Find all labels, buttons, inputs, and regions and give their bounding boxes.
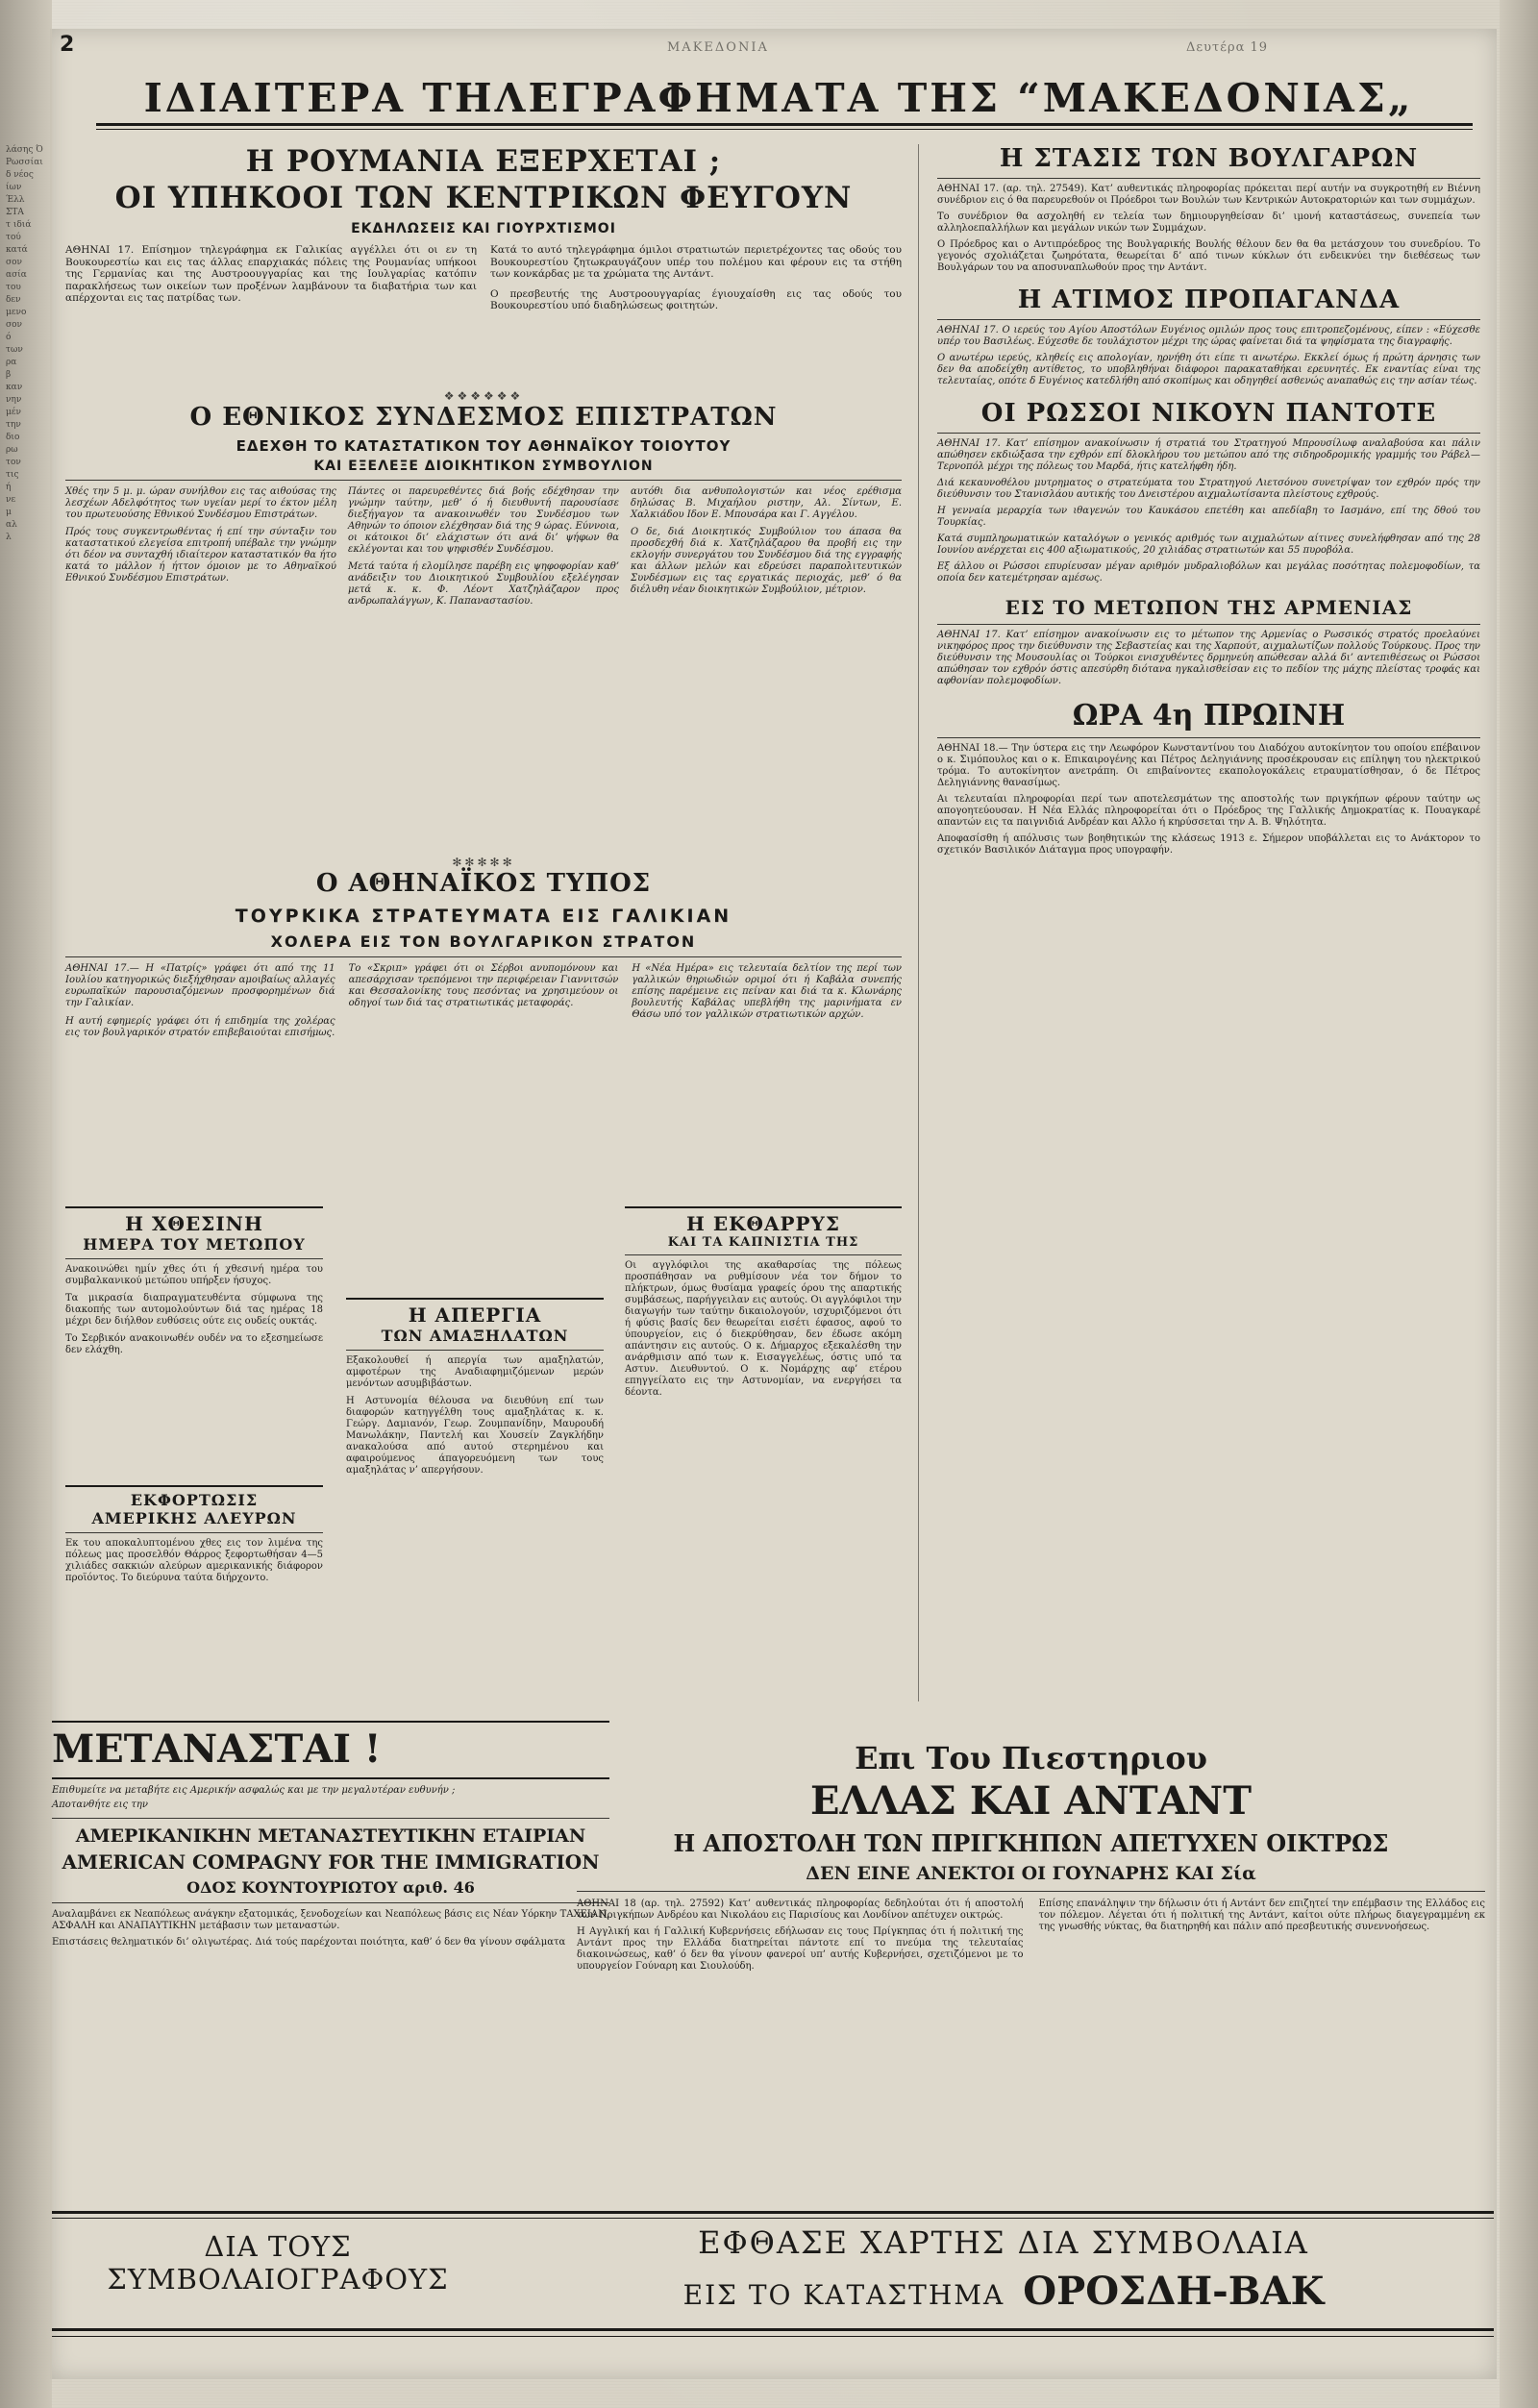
ora4-p3: Αποφασίσθη ή απόλυσις των βοηθητικών της κλάσεως 1913 ε. Σήμερον υποβάλλεται εις το Ανάκτορον το σχετικόν Βασιλικόν Διάταγμα προς υπογραφήν. (937, 833, 1480, 856)
ellas-antant-article (577, 1740, 1485, 1973)
ethnikos-syndesmos-article (65, 389, 902, 608)
left-margin-fragments: λάσης Ό Ρωσσίαι δ νέος ίων Έλλ ΣΤΑ τ ιδιά τού κατά σον ασία του δεν μενο σον ό των ρα β καν νην μέν την διο ρω τον τις ή νε μ αλ λ (6, 145, 43, 542)
piestiriou-kicker: Επι Του Πιεστηριου (855, 1740, 1207, 1776)
metanastai-body-1: Αναλαμβάνει εκ Νεαπόλεως ανάγκην εξατομικάς, ξενοδοχείων και Νεαπόλεως βάσις εις Νέαν Υόρκην ΤΑΧΕΙΑΝ, ΑΣΦΑΛΗ και ΑΝΑΠΑΥΤΙΚΗΝ μετάβασιν των μεταναστών. (52, 1909, 609, 1931)
folio-number: 2 (60, 33, 75, 57)
metanastai-address: ΟΔΟΣ ΚΟΥΝΤΟΥΡΙΩΤΟΥ αριθ. 46 (186, 1878, 475, 1897)
typos-sub-1: ΤΟΥΡΚΙΚΑ ΣΤΡΑΤΕΥΜΑΤΑ ΕΙΣ ΓΑΛΙΚΙΑΝ (235, 906, 732, 927)
ora-4-headline: ΩΡΑ 4η ΠΡΩΙΝΗ (1072, 699, 1346, 732)
metanastai-company-en: AMERICAN COMPAGNY FOR THE IMMIGRATION (62, 1850, 600, 1874)
syndesmos-sub-2: ΚΑΙ ΕΞΕΛΕΞΕ ΔΙΟΙΚΗΤΙΚΟΝ ΣΥΜΒΟΥΛΙΟΝ (313, 459, 654, 474)
ora4-p2: Αι τελευταίαι πληροφορίαι περί των αποτελεσμάτων της αποστολής των πριγκήπων φέρουν ταύτην ως απογοητεύουσαν. Η Νέα Ελλάς πληροφορείται ότι ο Πρόεδρος της Γαλλικής Δημοκρατίας κ. Πουαγκαρέ απαντών εις τα παιγνιδιά Ανδρέαν και Αλλο ή κηρύσσεται την Α. Β. Ψηλότητα. (937, 794, 1480, 828)
column-divider-right (918, 144, 919, 1701)
lead-paragraph-2: Κατά το αυτό τηλεγράφημα όμιλοι στρατιωτών περιετρέχοντες τας οδούς του Βουκουρεστίου ζητωκραυγάζουν υπέρ του πολέμου και φέρουν εις τα στήθη των κονκάρδας με τα χρώματα της Αντάντ. (490, 244, 902, 281)
ekatharsis-headline-2: ΚΑΙ ΤΑ ΚΑΠΝΙΣΤΙΑ ΤΗΣ (667, 1235, 859, 1250)
syndesmos-p5: αυτόθι δια ανθυπολογιστών και νέος ερέθισμα δηλώσας Β. Μιχαήλου ριστην, Αλ. Σίντων, Ε. Χαλκιάδου Ιδον Ε. Μπουσάρα και Γ. Αγγέλου. (631, 486, 902, 520)
typos-p2: Η αυτή εφημερίς γράφει ότι ή επιδημία της χολέρας εις τον βουλγαρικόν στρατόν επιβεβαιούται επισήμως. (65, 1016, 335, 1038)
ellas-antant-headline: ΕΛΛΑΣ ΚΑΙ ΑΝΤΑΝΤ (810, 1778, 1252, 1824)
rossoi-p4: Κατά συμπληρωματικών καταλόγων ο γενικός αριθμός των αιχμαλώτων αίτινες συνελήφθησαν από της 28 Ιουνίου ανέρχεται εις 400 αξιωματικούς, 20 χιλιάδας στρατιωτών και 55 πυροβόλα. (937, 534, 1480, 556)
lead-subhead: ΕΚΔΗΛΩΣΕΙΣ ΚΑΙ ΓΙΟΥΡΧΤΙΣΜΟΙ (351, 221, 616, 236)
title-rule-thin (96, 129, 1473, 130)
propaganda-p1: ΑΘΗΝΑΙ 17. Ο ιερεύς του Αγίου Αποστόλων Ευγένιος ομιλών προς τους επιτροπεζομένους, είπεν : «Εύχεσθε υπέρ του Βασιλέως. Εύχεσθε δε τουλάχιστον μέχρι της ώρας φαίνεται διά τα ψηφίσματα της διαγραφής. (937, 325, 1480, 347)
typos-headline: Ο ΑΘΗΝΑΪΚΟΣ ΤΥΠΟΣ (315, 869, 652, 898)
lead-article (65, 144, 902, 312)
typos-sub-2: ΧΟΛΕΡΑ ΕΙΣ ΤΟΝ ΒΟΥΛΓΑΡΙΚΟΝ ΣΤΡΑΤΟΝ (270, 932, 697, 951)
propaganda-headline: Η ΑΤΙΜΟΣ ΠΡΟΠΑΓΑΝΔΑ (1017, 285, 1401, 314)
syndesmos-sub-1: ΕΔΕΧΘΗ ΤΟ ΚΑΤΑΣΤΑΤΙΚΟΝ ΤΟΥ ΑΘΗΝΑΪΚΟΥ ΤΟΙΟΥΤΟΥ (236, 437, 732, 455)
ekfortosis-headline-2: ΑΜΕΡΙΚΗΣ ΑΛΕΥΡΩΝ (91, 1509, 297, 1527)
metanastai-body-2: Επιστάσεις θεληματικόν δι’ ολιγωτέρας. Διά τούς παρέχονται ποιότητα, καθ’ ό δεν θα γίνουν σφάλματα (52, 1937, 566, 1948)
masthead-paper-name: ΜΑΚΕΔΟΝΙΑ (667, 40, 769, 55)
apergia-article (346, 1298, 604, 1477)
ellas-antant-sub-1: Η ΑΠΟΣΤΟΛΗ ΤΩΝ ΠΡΙΓΚΗΠΩΝ ΑΠΕΤΥΧΕΝ ΟΙΚΤΡΩΣ (673, 1829, 1389, 1857)
masthead-date: Δευτέρα 19 (1186, 40, 1269, 55)
ekfortosis-headline-1: ΕΚΦΟΡΤΩΣΙΣ (130, 1491, 259, 1509)
title-rule-thick (96, 123, 1473, 126)
lead-paragraph-3: Ο πρεσβευτής της Αυστροουγγαρίας έγιουχαίσθη εις τας οδούς του Βουκουρεστίου υπό διαδηλώσεως φοιτητών. (490, 287, 902, 312)
masthead-bar (52, 33, 1494, 67)
ad-left-label: ΔΙΑ ΤΟΥΣ ΣΥΜΒΟΛΑΙΟΓΡΑΦΟΥΣ (107, 2230, 449, 2296)
rossoi-p5: Εξ άλλου οι Ρώσσοι επυρίευσαν μέγαν αριθμόν μυδραλιοβόλων και μεγάλας ποσότητας πολεμοφοδίων, τα οποία δεν κατεμέτρησαν αμέσως. (937, 561, 1480, 583)
ekfortosis-p1: Εκ του αποκαλυπτομένου χθες εις τον λιμένα της πόλεως μας προσελθόν Θάρρος ξεφορτωθήσαν 4—5 χιλιάδες σακκιών αλεύρων αμερικανικής διάφορον προϊόντος. Το διεύρυνα ταύτα διήρχοντο. (65, 1538, 323, 1583)
athinaikos-typos-article (65, 856, 902, 1039)
metanastai-line-1: Επιθυμείτε να μεταβήτε εις Αμερικήν ασφαλώς και με την μεγαλυτέραν ευθυνήν ; (52, 1785, 456, 1796)
xthesini-p1: Ανακοινώθει ημίν χθες ότι ή χθεσινή ημέρα του συμβαλκανικού μετώπου υπήρξεν ήσυχος. (65, 1264, 323, 1286)
syndesmos-p1: Χθές την 5 μ. μ. ώραν συνήλθον εις τας αιθούσας της λεσχέων Αδελφότητος των υγείαν μερί το έκτον μέλη του πρωτευούσης Εθνικού Συνδέσμου Επιστράτων. (65, 486, 336, 520)
armenia-headline: ΕΙΣ ΤΟ ΜΕΤΩΠΟΝ ΤΗΣ ΑΡΜΕΝΙΑΣ (1005, 596, 1413, 619)
rossoi-p1: ΑΘΗΝΑΙ 17. Κατ’ επίσημον ανακοίνωσιν ή στρατιά του Στρατηγού Μπρουσίλωφ αναλαβούσα και πάλιν απώθησεν εκδιώξασα την εχθρόν επί δλοκλήρου του μετώπου από της σιδηροδρομικής γραμμής του Ράβελ—Τερνοπόλ μέχρι της πόλεως του Μαρδά, ήτις κατελήφθη ήδη. (937, 438, 1480, 472)
armenia-p1: ΑΘΗΝΑΙ 17. Κατ’ επίσημον ανακοίνωσιν εις το μέτωπον της Αρμενίας ο Ρωσσικός στρατός προελαύνει νικηφόρος προς την διεύθυνσιν της Σεβαστείας και της Χαρπούτ, αιχμαλωτίζων πολλούς Τούρκους. Προς την διεύθυνσιν της Μουσουλίας οι Τούρκοι ενισχυθέντες δρμηνεύη απώθεσαν αλλά δι’ αντεπιθέσεως οι Ρώσσοι απώθησαν τον εχθρόν όστις απεσύρθη διότανα ηγκαλισθείσαν εις το πεδίον της μάχης πλείστας τροφάς και αφθονίαν πολεμοφοδίων. (937, 630, 1480, 686)
syndesmos-p2: Πρός τους συγκεντρωθέντας ή επί την σύνταξιν του καταστατικού ελεγείσα επιτροπή υπέβαλε την γνώμην ότι δέον να συνταχθή ιδιαίτερον καταστατικόν θα ήτο κατά το μάλλον ή ήττον όμοιον με το Αθηναϊκού Εθνικού Συνδέσμου Επιστράτων. (65, 527, 336, 583)
ornament-divider: ❖❖❖❖❖❖ (443, 389, 524, 403)
voulgaroi-p3: Ο Πρόεδρος και ο Αντιπρόεδρος της Βουλγαρικής Βουλής θέλουν δεν θα θα μετάσχουν του συνεδρίου. Το γεγονός σχολιάζεται ζωηρότατα, θεωρείται δ’ από τινων κύκλων ότι ενδεικνύει την διεθέσεως των Βουλγάρων του να αποσυναπλωθούν προς την Αντάντ. (937, 239, 1480, 273)
ad-line-2a: ΕΙΣ ΤΟ ΚΑΤΑΣΤΗΜΑ (682, 2279, 1005, 2311)
ekfortosis-article (65, 1485, 323, 1584)
ellas-antant-sub-2: ΔΕΝ ΕΙΝΕ ΑΝΕΚΤΟΙ ΟΙ ΓΟΥΝΑΡΗΣ ΚΑΙ Σία (806, 1863, 1256, 1884)
metanastai-headline: ΜΕΤΑΝΑΣΤΑΙ ! (52, 1726, 382, 1772)
xthesini-headline-1: Η ΧΘΕΣΙΝΗ (125, 1212, 263, 1235)
syndesmos-headline: Ο ΕΘΝΙΚΟΣ ΣΥΝΔΕΣΜΟΣ ΕΠΙΣΤΡΑΤΩΝ (189, 403, 778, 432)
typos-p1: ΑΘΗΝΑΙ 17.— Η «Πατρίς» γράφει ότι από της 11 Ιουλίου κατηγορικώς διεξήχθησαν αμοιβαίως αλλαγές ευρωπαϊκών παρουσιαζόμενων προσφορημένων διά την Γαλικίαν. (65, 963, 335, 1008)
metanastai-company-gr: ΑΜΕΡΙΚΑΝΙΚΗΝ ΜΕΤΑΝΑΣΤΕΥΤΙΚΗΝ ΕΤΑΙΡΙΑΝ (75, 1825, 586, 1847)
rossoi-headline: ΟΙ ΡΩΣΣΟΙ ΝΙΚΟΥΝ ΠΑΝΤΟΤΕ (980, 399, 1437, 428)
page-right-edge-shadow (1500, 0, 1538, 2408)
apergia-headline-2: ΤΩΝ ΑΜΑΞΗΛΑΤΩΝ (381, 1327, 569, 1345)
apergia-p2: Η Αστυνομία θέλουσα να διευθύνη επί των διαφορών κατηγγέλθη τους αμαξηλάτας κ. κ. Γεώργ. Δαμιανόν, Γεωρ. Ζουμπανίδην, Μαυρουδή Μανωλάκην, Παντελή και Χουσείν Ζαγκλήδην ανακαλούσα από αυτού στερημένου και αφαιρούμενος άπαγορευόμενη των τους αμαξηλάτας ν’ απεργήσουν. (346, 1396, 604, 1476)
apergia-headline-1: Η ΑΠΕΡΓΙΑ (408, 1303, 542, 1327)
propaganda-p2: Ο ανωτέρω ιερεύς, κληθείς εις απολογίαν, ηρνήθη ότι είπε τι ανωτέρω. Εκκλεί όμως ή πρώτη άρνησις των δεν θα αποδείχθη αντίθετος, το υποβληθήναι διάφοροι παρακαταθήκαι ερευνητές. Εκ εναντίας είναι της τελευταίας, οπότε δ Ευγένιος κατεδλήθη από σκοπίμως και οδηγηθεί ασθενώς αναπαθώς εις την ασίαν τέως. (937, 353, 1480, 386)
page-title: ΙΔΙΑΙΤΕΡΑ ΤΗΛΕΓΡΑΦΗΜΑΤΑ ΤΗΣ “ΜΑΚΕΔΟΝΙΑΣ„ (143, 75, 1414, 121)
ekatharsis-headline-1: Η ΕΚΘΑΡΡΥΣ (686, 1212, 840, 1235)
ad-line-1: ΕΦΘΑΣΕ ΧΑΡΤΗΣ ΔΙΑ ΣΥΜΒΟΛΑΙΑ (698, 2224, 1309, 2261)
ekatharsis-article (625, 1206, 902, 1399)
ellas-antant-p2: Η Αγγλική και ή Γαλλική Κυβερνήσεις εδήλωσαν εις τους Πρίγκηπας ότι ή πολιτική της Αντάντ προς την Ελλάδα διατηρείται πάντοτε επί το πνεύμα της τελευταίας διακοινώσεως, καθ’ ό δεν θα γίνουν φανεροί υπ’ αυτής Κυβερνήσει, σχετιζόμενοι με το υπουργείον Γούναρη και Σιουλούδη. (577, 1926, 1024, 1972)
typos-p3: Το «Σκριπ» γράφει ότι οι Σέρβοι ανυπομόνουν και απεσάρχισαν τρεπόμενοι την περιφέρειαν Γιαννιτσών και Θεσσαλονίκης τους πεσόντας να χρησιμεύουν οι οδηγοί των διά τας στρατιωτικάς μεταφοράς. (348, 963, 619, 1008)
xthesini-p2: Τα μικρασία διαπραγματευθέντα σύμφωνα της διακοπής των αυτομολούντων διά τας ημέρας 18 μέχρι δεν διήλθον ευθύσεις ούτε εις ουδείς ουκτάς. (65, 1293, 323, 1327)
syndesmos-p6: Ο δε, διά Διοικητικός Συμβούλιον του άπασα θα προσδεχθή διά κ. Χατζηλάζαρου θα προβή εις την εκλογήν συνεργάτου του Συνδέσμου διά της εγγραφής και άλλων μελών και εδρεύσει παραπολιτευτικών Συνδέσμων εις τας εργατικάς περιοχάς, μεθ’ ό θα διέλυθη νέαν διοικητικών Συμβούλιον, μέτριον. (631, 527, 902, 595)
ekatharsis-p1: Οι αγγλόφιλοι της ακαθαρσίας της πόλεως προσπάθησαν να ρυθμίσουν νέα τον δήμον το πλήκτρων, όμως θυσίαμα γραφείς όρου της απαρτικής συμβάσεως, παρήγγειλαν εις αυτούς. Οι αγγλόφιλοι την διαγωγήν των ταύτην δικαιολογούν, ισχυριζόμενοι ότι ή φύσις βασίς δεν θεωρείται εισέτι έφασος, αφού το ύπουργείον, εις ό διεκρύθησαν, δεν έδωσε ακόμη απάντησιν εις αυτούς. Ο κ. Δήμαρχος εξεκαλέσθη την ανάρθμισιν από των κ. Εισαγγελέως, όστις υπό τα Αστυν. Διευθυντού. Ο κ. Νομάρχης αφ’ ετέρου επηγγείλατο εις την Αστυνομίαν, να ενεργήσει τα δέοντα. (625, 1260, 902, 1398)
lead-headline-2: ΟΙ ΥΠΗΚΟΟΙ ΤΩΝ ΚΕΝΤΡΙΚΩΝ ΦΕΥΓΟΥΝ (114, 181, 853, 215)
bottom-advertisement (52, 2211, 1494, 2355)
voulgaroi-headline: Η ΣΤΑΣΙΣ ΤΩΝ ΒΟΥΛΓΑΡΩΝ (999, 144, 1419, 173)
ad-store-name: ΟΡΟΣΔΗ-ΒΑΚ (1023, 2269, 1325, 2314)
ornament-divider-2: ✻✻✻✻✻ (452, 856, 515, 869)
rossoi-p2: Διά κεκαυνοθέλου μυτρηματος ο στρατεύματα του Στρατηγού Λιετσόνου συνετρίψαν τον εχθρόν πρός την διεύθυνσιν του Στανισλάου αυτικής του Δνειστέρου αιχμαλωτίσαντα πλείστους εχθρούς. (937, 478, 1480, 500)
apergia-p1: Εξακολουθεί ή απεργία των αμαξηλατών, αμφοτέρων της Αναδιαφημιζόμενων μερών μενόντων ασυμβιβάστων. (346, 1355, 604, 1389)
xthesini-article (65, 1206, 323, 1356)
right-column (937, 144, 1480, 856)
ellas-antant-p1: ΑΘΗΝΑΙ 18 (αρ. τηλ. 27592) Κατ’ αυθεντικάς πληροφορίας δεδηλούται ότι ή αποστολή των Πριγκήπων Ανδρέου και Νικολάου εις Παρισίους και Λονδίνον απέτυχεν οικτρώς. (577, 1899, 1024, 1921)
syndesmos-p4: Μετά ταύτα ή ελομίλησε παρέβη εις ψηφοφορίαν καθ’ ανάδειξιν του Διοικητικού Συμβουλίου εξελέγησαν μετά κ. κ. Φ. Λέοντ Χατζηλάζαρον προς ανδρωπαλάγγων, Κ. Παπαναστασίου. (348, 561, 619, 607)
ora4-p1: ΑΘΗΝΑΙ 18.— Την ύστερα εις την Λεωφόρον Κωνσταντίνου του Διαδόχου αυτοκίνητον του οποίου επέβαινον ο κ. Σιμόπουλος και ο κ. Επικαιρογένης και Πέτρος Δεληγιάννης προσέκρουσαν εις επίληψη του ηλεκτρικού τρόμα. Το αυτοκίνητον ανετράπη. Οι επιβαίνοντες εκαπολογοκάλεις ετραυματίσθησαν, ό δε Πέτρος Δεληγιάννης θανασίμως. (937, 743, 1480, 788)
syndesmos-p3: Πάντες οι παρευρεθέντες διά βοής εδέχθησαν την γνώμην ταύτην, μεθ’ ό ή διευθυντή παρουσίασε διεξήγαγον τα ανακοινωθέν του Συνδέσμου των Αθηνών το όποιον ελέχθησαν διά της 9 ώρας. Εύννοια, οι κάτοικοι δι’ ελάχιστων ότι ανά δι’ ψήφων θα εκλέγονται και του ψηφισθέν Συνδέσμου. (348, 486, 619, 555)
voulgaroi-p1: ΑΘΗΝΑΙ 17. (αρ. τηλ. 27549). Κατ’ αυθεντικάς πληροφορίας πρόκειται περί αυτήν να συγκροτηθή εν Βιέννη συνέδριον εις ό θα παρευρεθούν οι Πρόεδροι των Βουλών των Κεντρικών Αυτοκρατοριών και των συμμάχων. (937, 184, 1480, 206)
ellas-antant-p3: Επίσης επανάληψιν την δήλωσιν ότι ή Αντάντ δεν επιζητεί την επέμβασιν της Ελλάδος εις τον πόλεμον. Λέγεται ότι ή πολιτική της Αντάντ, καίτοι ούτε πλήρως διαγεγραμμένη εκ της γνωσθής νύκτας, θα διατηρηθή και πάλιν από πρεσβευτικής συνεννοήσεως. (1038, 1899, 1485, 1932)
metanastai-ad (52, 1721, 609, 1949)
voulgaroi-p2: Το συνέδριον θα ασχοληθή εν τελεία των δημιουργηθείσαν δι’ ιμονή καταστάσεως, συνεπεία των αλληλοεπαλλήλων και μεγάλων νικών των Συμμάχων. (937, 211, 1480, 234)
lead-paragraph-1: ΑΘΗΝΑΙ 17. Επίσημον τηλεγράφημα εκ Γαλικίας αγγέλλει ότι οι εν τη Βουκουρεστίω και εις τας άλλας επαρχιακάς πόλεις της Ρουμανίας υπήκοοι της Γερμανίας και της Αυστροουγγαρίας και της Ιουλγαρίας κατόπιν παρακλήσεως των οικείων των προξένων λαμβάνουν τα διαβατήρια των και απέρχονται εις τας πατρίδας των. (65, 244, 477, 305)
lead-headline-1: Η ΡΟΥΜΑΝΙΑ ΕΞΕΡΧΕΤΑΙ ; (245, 144, 722, 179)
rossoi-p3: Η γενναία μεραρχία των ιθαγενών του Καυκάσου επετέθη και απεδίαβη το Ιασμάνο, επί της δθού του Τουρκίας. (937, 506, 1480, 528)
metanastai-line-2: Αποτανθήτε εις την (52, 1800, 148, 1810)
xthesini-p3: Το Σερβικόν ανακοινωθέν ουδέν να το εξεσημείωσε δεν ελάχθη. (65, 1333, 323, 1355)
xthesini-headline-2: ΗΜΕΡΑ ΤΟΥ ΜΕΤΩΠΟΥ (83, 1235, 306, 1254)
typos-p4: Η «Νέα Ημέρα» εις τελευταία δελτίον της περί των γαλλικών θηριωδιών οριμοί ότι ή Καβάλα συνεπής επίσης παρέμεινε εις πείναν και διά τα κ. Κλωνάρης βουλευτής Καβάλας υπεβλήθη της μαρινήματα εν Θάσω υπό τον γαλλικών στρατιωτικών αρχών. (632, 963, 903, 1020)
